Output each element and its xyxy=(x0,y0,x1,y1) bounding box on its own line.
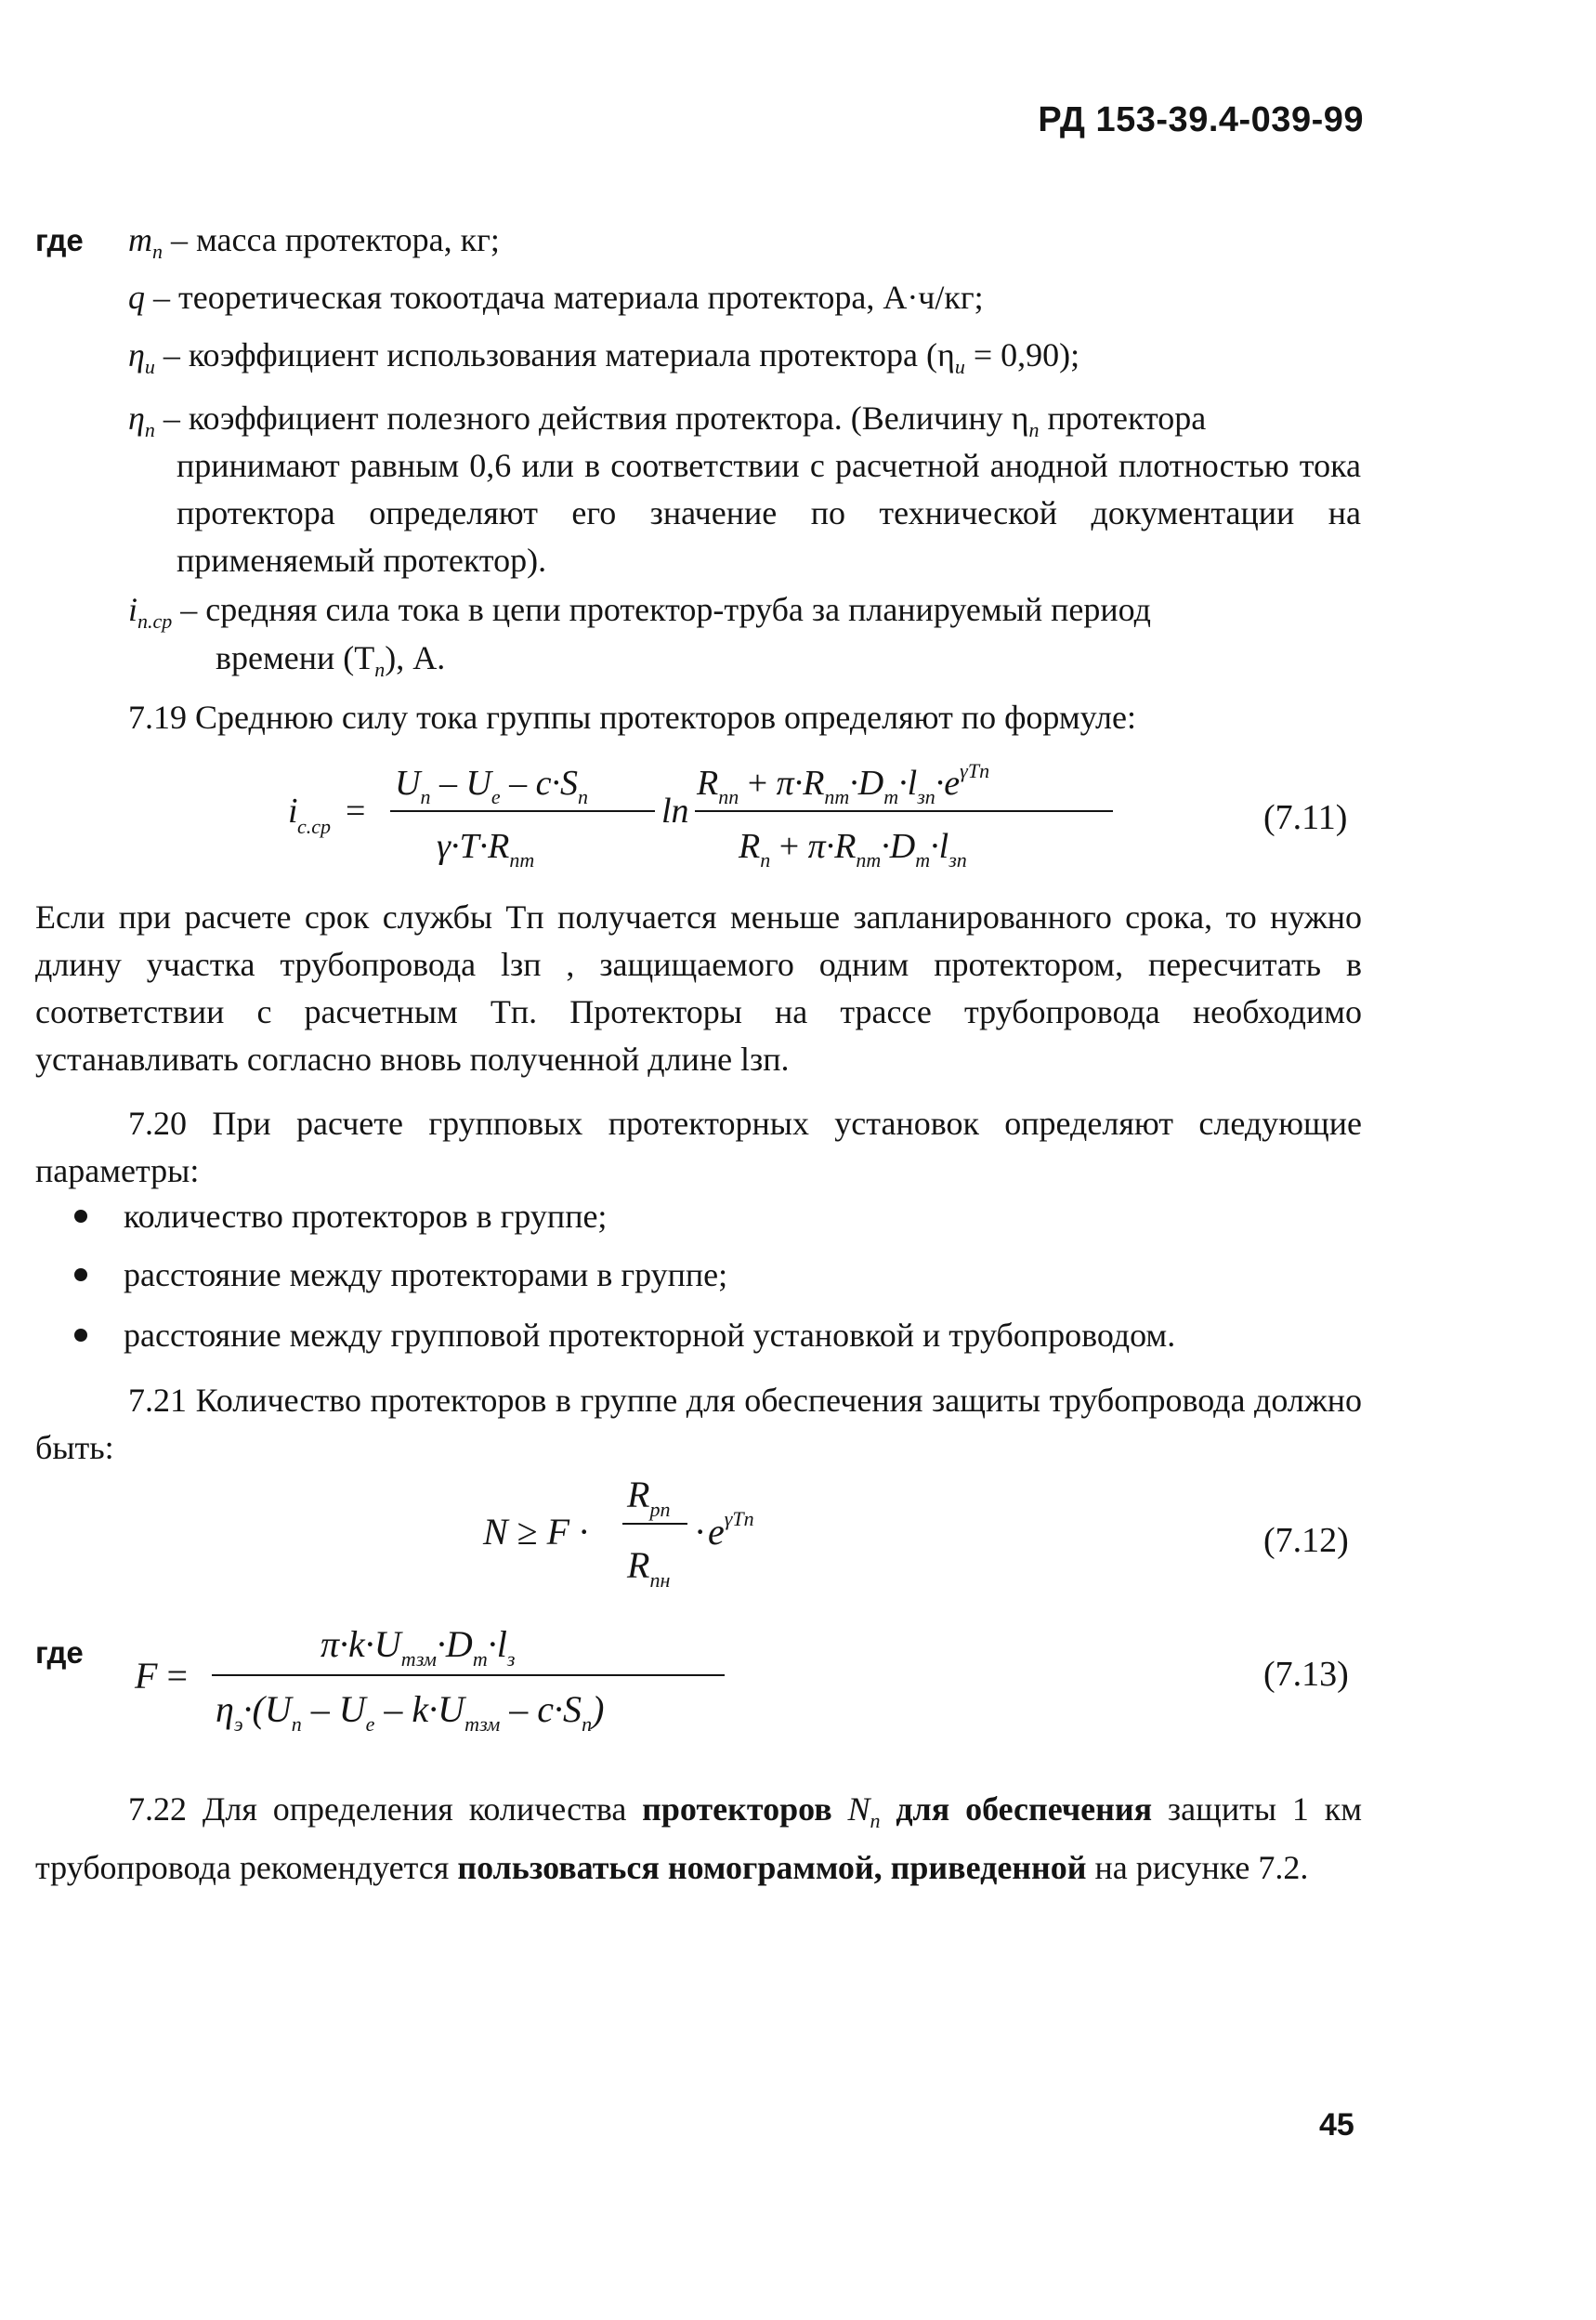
eq-number-7-13: (7.13) xyxy=(1263,1655,1349,1694)
definition-q: q – теоретическая токоотдача материала протектора, А·ч/кг; xyxy=(128,279,984,316)
eq-number-7-11: (7.11) xyxy=(1263,798,1348,837)
bullet-icon xyxy=(74,1329,87,1342)
definition-i-pcp-continuation: времени $(T_п)$, А. xyxy=(216,639,446,682)
svg-text:·: · xyxy=(694,1511,707,1553)
svg-text:ηэ·(Uп – Uе – k·Uтзм – c·Sп): $\eta_э\cdot(U_п - U_е - k\cdot U_{тзм} - c\cdot S_п)$ xyxy=(216,1688,605,1736)
svg-text:Rрп: $R_{рп}$ xyxy=(627,1474,671,1521)
where-label: где xyxy=(35,223,84,257)
bullet-icon xyxy=(74,1268,87,1281)
svg-text:Uп – Uе – c·Sп: $U_п - U_е - c\cdot S_п$ xyxy=(395,764,589,808)
svg-text:с.ср: с.ср xyxy=(297,815,332,838)
page-number: 45 xyxy=(1319,2107,1354,2143)
svg-text:eγTп: $e^{\gamma Tп}$ xyxy=(708,1507,754,1553)
svg-text:ln: ln xyxy=(661,792,689,831)
svg-text:γ·T·Rпт: $\gamma\cdot T\cdot R_{пт}$ xyxy=(437,827,535,872)
definition-eta-p: $\eta_п$ – коэффициент полезного действия протектора. (Величину $\eta_п$ протектора xyxy=(128,400,1207,442)
svg-text:=: = xyxy=(346,792,366,831)
svg-text:Rп + π·Rпт·Dт·lзп: $R_п + \pi\cdot R_{пт}\cdot D_т\cdot l_{зп}$ xyxy=(739,827,967,872)
svg-text:Rпн: $R_{пн}$ xyxy=(627,1544,671,1592)
section-7-20-text: 7.20 При расчете групповых протекторных установок определяют следующие параметры: xyxy=(35,1105,1362,1189)
formula-7-11 xyxy=(288,748,1124,878)
definition-eta-p-continuation: принимают равным 0,6 или в соответствии с расчетной анодной плотностью тока протектора определяют его значение по технической документации на применяемый протектор). xyxy=(177,447,1361,579)
bullet-item: расстояние между групповой протекторной установкой и трубопроводом. xyxy=(124,1317,1176,1354)
section-7-19-text: 7.19 Среднюю силу тока группы протекторов определяют по формуле: xyxy=(128,699,1136,736)
document-number: РД 153-39.4-039-99 xyxy=(1038,100,1364,139)
svg-text:π·k·Uтзм·Dт·lз: $\pi\cdot k\cdot U_{тзм}\cdot D_т\cdot l_з$ xyxy=(321,1623,516,1671)
formula-7-13 xyxy=(130,1612,743,1742)
svg-text:F =: F = xyxy=(135,1655,188,1697)
bullet-item: расстояние между протекторами в группе; xyxy=(124,1256,728,1293)
bullet-icon xyxy=(74,1210,87,1223)
formula-7-12 xyxy=(478,1459,794,1598)
section-7-21-text: 7.21 Количество протекторов в группе для обеспечения защиты трубопровода должно быть: xyxy=(35,1382,1362,1466)
svg-text:Rпп + π·Rпт·Dт·lзп·eγTп: $R_{пп} + \pi\cdot R_{пт}\cdot D_т\cdot l_{зп}\cdot e^{\gamma Tп}$ xyxy=(697,759,990,808)
paragraph-recalculation: Если при расчете срок службы Tп получается меньше запланированного срока, то нужно длину участка трубопровода lзп , защищаемого одним протектором, пересчитать в соответствии с расчетным Tп. Протекторы на трассе трубопровода необходимо устанавливать согласно вновь полученной длине lзп. xyxy=(35,898,1362,1078)
svg-text:N ≥ F ·: N ≥ F · xyxy=(483,1511,589,1553)
eq-number-7-12: (7.12) xyxy=(1263,1521,1349,1560)
where-label-7-13: где xyxy=(35,1635,84,1670)
definition-i-pcp: $i_{п.ср}$ – средняя сила тока в цепи протектор-труба за планируемый период xyxy=(128,591,1151,634)
section-7-22-text: 7.22 Для определения количества протекторов $N_п$ для обеспечения защиты 1 км трубопровода рекомендуется пользоваться номограммой, приведенной на рисунке 7.2. xyxy=(35,1790,1362,1887)
definition-mp: $m_п$ – масса протектора, кг; xyxy=(128,221,500,264)
bullet-item: количество протекторов в группе; xyxy=(124,1198,608,1235)
definition-eta-i: $\eta_и$ – коэффициент использования материала протектора $(\eta_и = 0,90)$; xyxy=(128,336,1080,379)
svg-text:i: i xyxy=(288,792,298,831)
